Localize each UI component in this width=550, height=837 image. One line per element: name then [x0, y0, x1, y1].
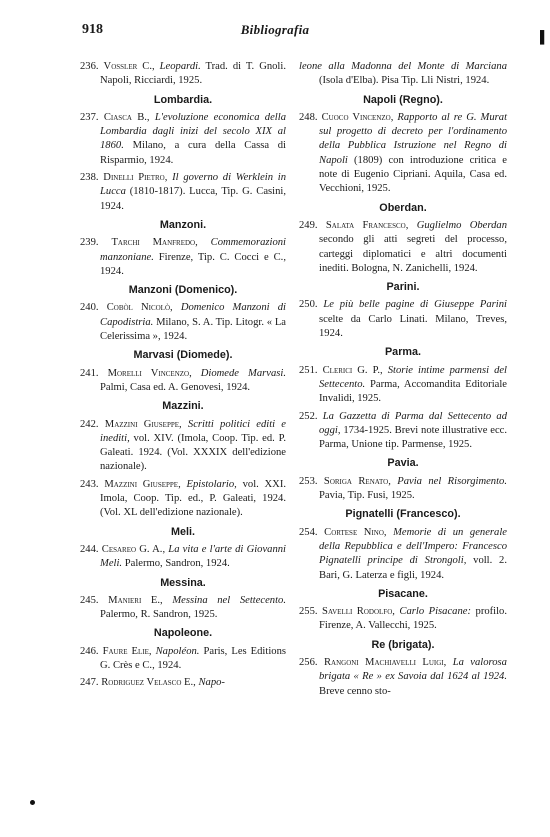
bibliography-entry — [80, 645, 286, 674]
entry-title: Leopardi. — [159, 61, 201, 72]
entry-title: leone alla Madonna del Monte di Marciana — [299, 61, 507, 72]
entry-title: Rapporto al re G. Murat sul progetto di decreto per l'ordinamento della Pubblica Istruzione nel Regno di Napoli — [319, 111, 508, 166]
bibliography-entry — [299, 219, 507, 276]
entry-title: Il governo di Werklein in Lucca — [100, 172, 286, 198]
margin-dot — [30, 800, 35, 805]
bibliography-entry — [80, 236, 286, 279]
margin-mark: ▌ — [540, 30, 549, 44]
entry-author: Tarchi Manfredo, — [111, 237, 198, 249]
section-heading: Manzoni (Domenico). — [128, 284, 238, 297]
entry-details: vol. XXI. Imola, Coop. Tip. ed., P. Galeati, 1924. (Vol. XL dell'edizione nazionale). — [100, 478, 287, 519]
section-heading: Messina. — [160, 576, 206, 589]
entry-author: Savelli Rodolfo, — [322, 606, 395, 618]
entry-details: Breve cenno sto- — [319, 685, 391, 697]
entry-number: 244. — [80, 543, 99, 555]
bibliography-entry — [80, 367, 286, 396]
section-heading: Marvasi (Diomede). — [133, 349, 233, 362]
entry-title: La vita e l'arte di Giovanni Meli. — [100, 543, 286, 570]
entry-author: Dinelli Pietro, — [103, 172, 168, 184]
entry-details: profilo. Firenze, A. Vallecchi, 1925. — [319, 606, 507, 632]
entry-title: Napo- — [198, 677, 225, 689]
entry-number: 246. — [80, 645, 99, 657]
section-heading: Napoleone. — [153, 627, 213, 640]
entry-author: Mazzini Giuseppe, — [104, 478, 181, 490]
entry-number: 254. — [299, 526, 318, 538]
bibliography-entry — [299, 364, 507, 407]
bibliography-entry — [299, 605, 507, 634]
entry-author: Cobòl Nicolò, — [106, 302, 173, 314]
section-heading: Pisacane. — [378, 587, 428, 600]
entry-author: Cortese Nino, — [324, 526, 387, 538]
entry-details: Milano, a cura della Cassa di Risparmio, 1924. — [100, 140, 287, 166]
entry-number: 255. — [299, 606, 318, 618]
entry-author: Soriga Renato, — [323, 475, 391, 487]
entry-details: voll. 2. Bari, G. Laterza e figli, 1924. — [319, 555, 507, 581]
section-heading: Napoli (Regno). — [363, 93, 443, 106]
entry-title: Messina nel Settecento. — [172, 594, 286, 606]
entry-title: L'evoluzione economica della Lombardia dagli inizi del secolo XIX al 1860. — [100, 111, 286, 152]
entry-details: Palermo, R. Sandron, 1925. — [100, 609, 218, 621]
entry-number: 253. — [299, 475, 318, 487]
bibliography-entry — [299, 111, 507, 197]
entry-number: 245. — [80, 594, 99, 606]
bibliography-entry — [80, 171, 286, 214]
section-heading: Oberdan. — [379, 201, 427, 214]
bibliography-entry — [299, 475, 507, 504]
section-heading: Pignatelli (Francesco). — [345, 508, 461, 521]
entry-author: Ciasca B., — [103, 111, 150, 123]
entry-details: vol. XIV. (Imola, Coop. Tip. ed. P. Galeati. 1924. (Vol. XXXIX dell'edizione nazionale). — [100, 432, 286, 473]
bibliography-entry — [80, 676, 286, 690]
entry-author: Cuoco Vincenzo, — [321, 111, 394, 123]
entry-details: Trad. di T. Gnoli. Napoli, Ricciardi, 1925. — [100, 61, 286, 87]
entry-title: Storie intime parmensi del Settecento. — [319, 364, 508, 390]
entry-title: Le più belle pagine di Giuseppe Parini — [323, 299, 507, 311]
entry-number: 256. — [299, 656, 318, 668]
entry-title: Pavia nel Risorgimento. — [397, 475, 507, 487]
section-heading: Lombardia. — [153, 93, 213, 106]
entry-details: Palermo, Sandron, 1924. — [124, 558, 230, 570]
right-column — [299, 60, 507, 702]
entry-details: (1809) con introduzione critica e note di Eugenio Cipriani. Aquila, Casa ed. Vecchioni, 1925. — [319, 154, 507, 195]
bibliography-entry — [80, 60, 286, 89]
running-head: Bibliografia — [240, 22, 310, 37]
entry-number: 250. — [299, 299, 318, 311]
entry-author: Mazzini Giuseppe, — [104, 418, 182, 430]
entry-author: Faure Elie, — [102, 645, 152, 657]
entry-title: Epistolario, — [186, 478, 237, 490]
entry-title: Guglielmo Oberdan — [416, 219, 507, 231]
entry-title: La Gazzetta di Parma dal Settecento ad oggi, — [319, 410, 507, 436]
entry-number: 249. — [299, 219, 318, 231]
entry-title: Commemorazioni manzoniane. — [100, 237, 286, 263]
entry-title: Napoléon. — [155, 645, 200, 657]
entry-author: Morelli Vincenzo, — [107, 367, 192, 379]
bibliography-entry — [80, 418, 286, 475]
entry-author: Rangoni Machiavelli Luigi, — [323, 656, 447, 668]
section-heading: Parini. — [386, 281, 420, 294]
bibliography-entry — [80, 594, 286, 623]
bibliography-entry — [299, 60, 507, 89]
entry-author: Salata Francesco, — [325, 219, 409, 231]
section-heading: Pavia. — [387, 457, 419, 470]
bibliography-entry — [80, 111, 286, 168]
entry-number: 251. — [299, 364, 318, 376]
bibliography-entry — [80, 301, 286, 344]
entry-number: 242. — [80, 418, 99, 430]
entry-number: 247. — [80, 677, 99, 689]
entry-title: La valorosa brigata « Re » ex Savoia dal 1624 al 1924. — [319, 656, 507, 683]
section-heading: Re (brigata). — [371, 638, 435, 651]
bibliography-entry — [299, 526, 507, 583]
entry-details: Parma, Accomandita Editoriale Invalidi, 1925. — [319, 378, 507, 405]
entry-author: Manieri E., — [108, 594, 163, 606]
section-heading: Mazzini. — [162, 400, 204, 413]
bibliography-entry — [299, 298, 507, 341]
entry-number: 239. — [80, 237, 99, 249]
entry-number: 237. — [80, 111, 99, 123]
entry-author: Vossler C., — [103, 61, 155, 72]
entry-details: Paris, Les Editions G. Crès e C., 1924. — [100, 645, 286, 671]
entry-number: 241. — [80, 367, 99, 379]
entry-number: 252. — [299, 410, 318, 422]
bibliography-entry — [80, 478, 286, 521]
entry-details: Milano, S. A. Tip. Litogr. « La Celerissima », 1924. — [100, 316, 286, 343]
entry-number: 238. — [80, 172, 99, 184]
entry-author: Rodriguez Velasco E., — [101, 677, 196, 689]
entry-details: secondo gli atti segreti del processo, carteggi diplomatici e altri documenti inediti. Bologna, N. Zanichelli, 1924. — [319, 234, 507, 274]
entry-author: Clerici G. P., — [322, 364, 383, 376]
page-number: 918 — [82, 22, 103, 37]
section-heading: Meli. — [171, 525, 195, 538]
entry-details: Pavia, Tip. Fusi, 1925. — [319, 490, 415, 502]
entry-number: 236. — [80, 61, 99, 72]
page-header — [0, 22, 550, 42]
entry-title: Domenico Manzoni di Capodistria. — [100, 302, 286, 328]
entry-details: 1734-1925. Brevi note illustrative ecc. Parma, Unione tip. Parmense, 1925. — [319, 424, 507, 451]
bibliography-entry — [80, 543, 286, 572]
entry-title: Carlo Pisacane: — [399, 606, 472, 618]
left-column — [80, 60, 286, 694]
entry-author: Cesareo G. A., — [101, 543, 166, 555]
entry-number: 248. — [299, 111, 318, 123]
entry-title: Scritti politici editi e inediti, — [100, 418, 287, 444]
entry-details: scelte da Carlo Linati. Milano, Treves, 1924. — [319, 313, 507, 340]
entry-details: Palmi, Casa ed. A. Genovesi, 1924. — [100, 381, 251, 393]
entry-details: (1810-1817). Lucca, Tip. G. Casini, 1924. — [100, 186, 286, 212]
entry-title: Diomede Marvasi. — [200, 367, 286, 379]
entry-number: 240. — [80, 302, 99, 314]
bibliography-entry — [299, 656, 507, 699]
entry-title: Memorie di un generale della Repubblica e dell'Impero: Francesco Pignatelli principe di Strongoli, — [319, 526, 507, 567]
section-heading: Parma. — [384, 346, 421, 359]
entry-details: Firenze, Tip. C. Cocci e C., 1924. — [100, 251, 286, 277]
entry-details: (Isola d'Elba). Pisa Tip. Lli Nistri, 1924. — [319, 75, 490, 87]
bibliography-entry — [299, 410, 507, 453]
section-heading: Manzoni. — [159, 218, 207, 231]
entry-number: 243. — [80, 478, 99, 490]
